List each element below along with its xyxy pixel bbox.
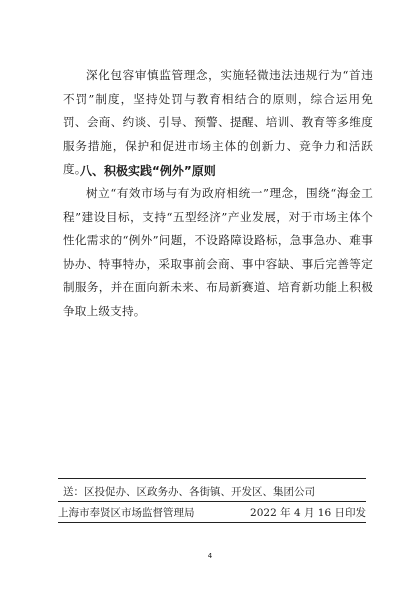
paragraph-principle-8: 树立“有效市场与有为政府相统一”理念，围绕“海金工程”建设目标，支持“五型经济”产业发展，对于市场主体个性化需求的“例外”问题，不设路障设路标，急事急办、难事协办、特事特办，采取事前会商、事中容缺、事后完善等定制服务，并在面向新未来、布局新赛道、培育新功能上积极争取上级支持。 [63,186,373,318]
footer-top-rule [58,478,366,479]
paragraph-principle-7: 深化包容审慎监管理念，实施轻微违法违规行为“首违不罚”制度，坚持处罚与教育相结合的原则，综合运用免罚、会商、约谈、引导、预警、提醒、培训、教育等多维度服务措施，保护和促进市场主体的创新力、竞争力和活跃度。 [63,68,373,176]
distribution-label: 送： [63,486,84,498]
section-heading-8: 八、积极实践“例外”原则 [80,164,216,178]
distribution-recipients: 区投促办、区政务办、各街镇、开发区、集团公司 [84,486,315,498]
footer-middle-rule [58,501,366,502]
distribution-line [63,485,315,499]
print-date: 2022 年 4 月 16 日印发 [250,507,366,519]
footer-bottom-rule [58,522,366,523]
issuing-authority: 上海市奉贤区市场监督管理局 [58,507,195,519]
page-number: 4 [207,552,213,560]
